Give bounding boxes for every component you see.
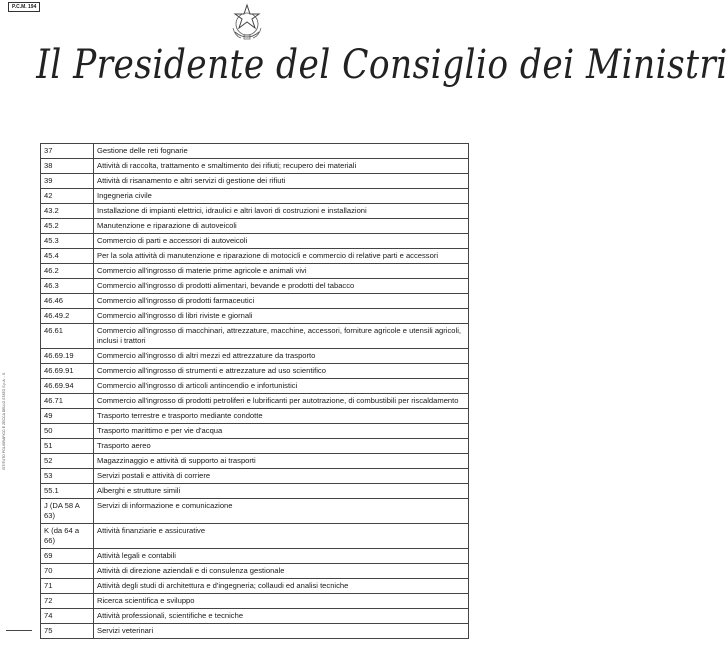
table-row <box>41 349 469 364</box>
activity-description-cell: Installazione di impianti elettrici, idraulici e altri lavori di costruzioni e installazioni <box>94 204 469 219</box>
activity-description-cell: Commercio di parti e accessori di autoveicoli <box>94 234 469 249</box>
activity-description-cell: Commercio all'ingrosso di macchinari, attrezzature, macchine, accessori, forniture agricole e utensili agricoli, inclusi i trattori <box>94 324 469 349</box>
activity-description-cell: Servizi di informazione e comunicazione <box>94 499 469 524</box>
activity-code-cell: 46.49.2 <box>41 309 94 324</box>
activity-code-cell: 46.71 <box>41 394 94 409</box>
table-row <box>41 264 469 279</box>
table-row <box>41 609 469 624</box>
activity-description-cell: Commercio all'ingrosso di strumenti e attrezzature ad uso scientifico <box>94 364 469 379</box>
activity-description-cell: Attività professionali, scientifiche e tecniche <box>94 609 469 624</box>
activity-description-cell: Gestione delle reti fognarie <box>94 144 469 159</box>
activity-code-cell: 46.46 <box>41 294 94 309</box>
activity-code-cell: 74 <box>41 609 94 624</box>
document-heading: Il Presidente del Consiglio dei Ministri <box>36 42 728 88</box>
activity-description-cell: Attività finanziarie e assicurative <box>94 524 469 549</box>
activity-code-cell: 52 <box>41 454 94 469</box>
activity-description-cell: Trasporto terrestre e trasporto mediante condotte <box>94 409 469 424</box>
table-row <box>41 564 469 579</box>
table-row <box>41 234 469 249</box>
activity-code-cell: 50 <box>41 424 94 439</box>
table-row <box>41 409 469 424</box>
activity-description-cell: Commercio all'ingrosso di prodotti petroliferi e lubrificanti per autotrazione, di combustibili per riscaldamento <box>94 394 469 409</box>
table-row <box>41 159 469 174</box>
margin-note: ISTITUTO POLIGRAFICO E ZECCA DELLO STATO S.p.A. - S. <box>2 371 6 470</box>
table-row <box>41 189 469 204</box>
activity-description-cell: Commercio all'ingrosso di prodotti farmaceutici <box>94 294 469 309</box>
activity-code-cell: 46.61 <box>41 324 94 349</box>
table-row <box>41 524 469 549</box>
activity-code-cell: 72 <box>41 594 94 609</box>
table-row <box>41 579 469 594</box>
table-row <box>41 424 469 439</box>
activity-description-cell: Trasporto aereo <box>94 439 469 454</box>
activity-code-cell: 46.3 <box>41 279 94 294</box>
activity-code-cell: 51 <box>41 439 94 454</box>
activity-code-cell: 37 <box>41 144 94 159</box>
table-row <box>41 484 469 499</box>
activity-code-cell: K (da 64 a 66) <box>41 524 94 549</box>
activity-description-cell: Commercio all'ingrosso di articoli antincendio e infortunistici <box>94 379 469 394</box>
activity-description-cell: Attività di risanamento e altri servizi di gestione dei rifiuti <box>94 174 469 189</box>
activity-code-cell: 53 <box>41 469 94 484</box>
activity-description-cell: Commercio all'ingrosso di altri mezzi ed attrezzature da trasporto <box>94 349 469 364</box>
table-row <box>41 144 469 159</box>
activity-code-cell: 39 <box>41 174 94 189</box>
italian-republic-emblem-icon <box>229 2 265 42</box>
activity-codes-table-body <box>41 144 469 639</box>
activity-code-cell: 43.2 <box>41 204 94 219</box>
activity-description-cell: Alberghi e strutture simili <box>94 484 469 499</box>
table-row <box>41 499 469 524</box>
activity-code-cell: 49 <box>41 409 94 424</box>
activity-description-cell: Commercio all'ingrosso di materie prime agricole e animali vivi <box>94 264 469 279</box>
activity-description-cell: Manutenzione e riparazione di autoveicoli <box>94 219 469 234</box>
table-row <box>41 549 469 564</box>
activity-code-cell: 75 <box>41 624 94 639</box>
activity-code-cell: 38 <box>41 159 94 174</box>
table-row <box>41 279 469 294</box>
activity-code-cell: 42 <box>41 189 94 204</box>
activity-description-cell: Attività di raccolta, trattamento e smaltimento dei rifiuti; recupero dei materiali <box>94 159 469 174</box>
activity-code-cell: 46.69.94 <box>41 379 94 394</box>
activity-code-cell: 69 <box>41 549 94 564</box>
activity-description-cell: Trasporto marittimo e per vie d'acqua <box>94 424 469 439</box>
table-row <box>41 594 469 609</box>
activity-description-cell: Servizi veterinari <box>94 624 469 639</box>
table-row <box>41 439 469 454</box>
table-row <box>41 174 469 189</box>
activity-description-cell: Per la sola attività di manutenzione e riparazione di motocicli e commercio di relative parti e accessori <box>94 249 469 264</box>
activity-code-cell: 70 <box>41 564 94 579</box>
activity-code-cell: 46.2 <box>41 264 94 279</box>
activity-code-cell: 46.69.19 <box>41 349 94 364</box>
table-row <box>41 294 469 309</box>
activity-code-cell: 71 <box>41 579 94 594</box>
margin-divider <box>6 630 32 631</box>
activity-code-cell: 46.69.91 <box>41 364 94 379</box>
table-row <box>41 379 469 394</box>
table-row <box>41 204 469 219</box>
table-row <box>41 364 469 379</box>
table-row <box>41 624 469 639</box>
table-row <box>41 469 469 484</box>
activity-code-cell: J (DA 58 A 63) <box>41 499 94 524</box>
table-row <box>41 219 469 234</box>
activity-code-cell: 45.4 <box>41 249 94 264</box>
table-row <box>41 249 469 264</box>
table-row <box>41 394 469 409</box>
activity-description-cell: Ricerca scientifica e sviluppo <box>94 594 469 609</box>
activity-description-cell: Ingegneria civile <box>94 189 469 204</box>
activity-description-cell: Attività di direzione aziendali e di consulenza gestionale <box>94 564 469 579</box>
activity-codes-table <box>40 143 469 639</box>
activity-code-cell: 45.2 <box>41 219 94 234</box>
table-row <box>41 454 469 469</box>
activity-description-cell: Attività degli studi di architettura e d'ingegneria; collaudi ed analisi tecniche <box>94 579 469 594</box>
activity-code-cell: 55.1 <box>41 484 94 499</box>
activity-description-cell: Attività legali e contabili <box>94 549 469 564</box>
activity-description-cell: Commercio all'ingrosso di libri riviste e giornali <box>94 309 469 324</box>
activity-description-cell: Servizi postali e attività di corriere <box>94 469 469 484</box>
activity-description-cell: Commercio all'ingrosso di prodotti alimentari, bevande e prodotti del tabacco <box>94 279 469 294</box>
table-row <box>41 324 469 349</box>
activity-description-cell: Magazzinaggio e attività di supporto ai trasporti <box>94 454 469 469</box>
table-row <box>41 309 469 324</box>
activity-code-cell: 45.3 <box>41 234 94 249</box>
document-stamp: P.C.M. 194 <box>8 2 40 12</box>
